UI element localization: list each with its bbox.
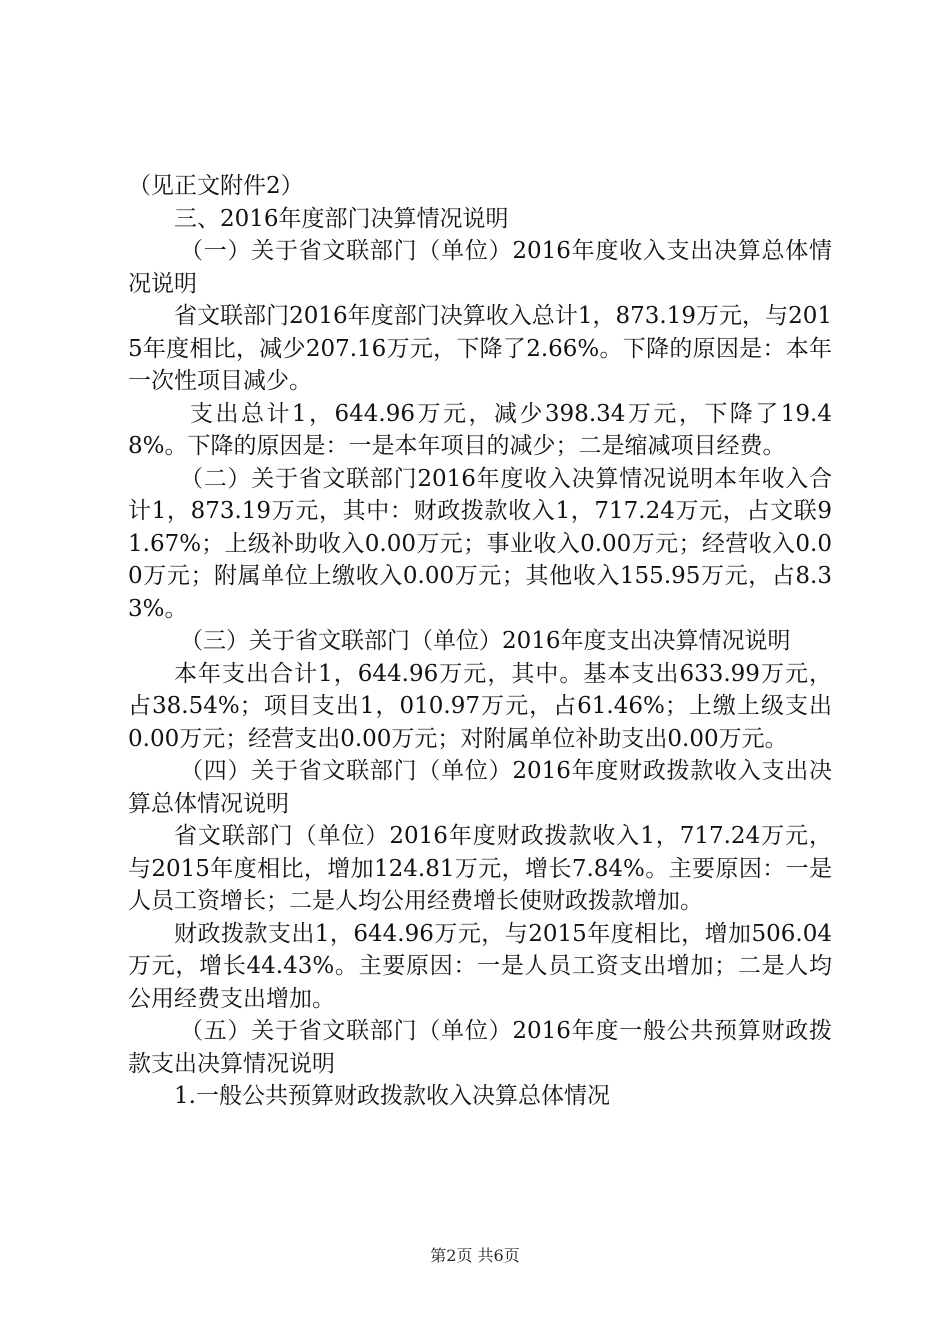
body-paragraph: 支出总计1，644.96万元，减少398.34万元，下降了19.48%。下降的原因是：一是本年项目的减少；二是缩减项目经费。 [128, 400, 832, 459]
subsection-heading: （五）关于省文联部门（单位）2016年度一般公共预算财政拨款支出决算情况说明 [128, 1018, 832, 1077]
body-paragraph: 财政拨款支出1，644.96万元，与2015年度相比，增加506.04万元，增长44.43%。主要原因：一是人员工资支出增加；二是人均公用经费支出增加。 [128, 920, 832, 1012]
subsection-heading: （一）关于省文联部门（单位）2016年度收入支出决算总体情况说明 [128, 238, 832, 297]
body-paragraph: 省文联部门（单位）2016年度财政拨款收入1，717.24万元，与2015年度相比，增加124.81万元，增长7.84%。主要原因：一是人员工资增长；二是人均公用经费增长使财政拨款增加。 [128, 823, 832, 914]
page-number-footer: 第2页 共6页 [430, 1246, 520, 1265]
body-paragraph: 省文联部门2016年度部门决算收入总计1，873.19万元，与2015年度相比，减少207.16万元，下降了2.66%。下降的原因是：本年一次性项目减少。 [128, 303, 832, 394]
subsection-heading: （二）关于省文联部门2016年度收入决算情况说明本年收入合计1，873.19万元，其中：财政拨款收入1，717.24万元，占文联91.67%；上级补助收入0.00万元；事业收入0.00万元；经营收入0.00万元；附属单位上缴收入0.00万元；其他收入155.95万元，占8.33%。 [128, 465, 832, 622]
list-item: 1.一般公共预算财政拨款收入决算总体情况 [174, 1083, 610, 1109]
section-heading: 三、2016年度部门决算情况说明 [174, 205, 509, 232]
document-body [128, 170, 832, 1113]
subsection-heading: （三）关于省文联部门（单位）2016年度支出决算情况说明 [180, 628, 791, 654]
body-paragraph: 本年支出合计1，644.96万元，其中。基本支出633.99万元，占38.54%；项目支出1，010.97万元，占61.46%；上缴上级支出0.00万元；经营支出0.00万元；对附属单位补助支出0.00万元。 [128, 660, 832, 752]
subsection-heading: （四）关于省文联部门（单位）2016年度财政拨款收入支出决算总体情况说明 [128, 758, 832, 817]
attachment-reference: （见正文附件2） [128, 173, 304, 199]
